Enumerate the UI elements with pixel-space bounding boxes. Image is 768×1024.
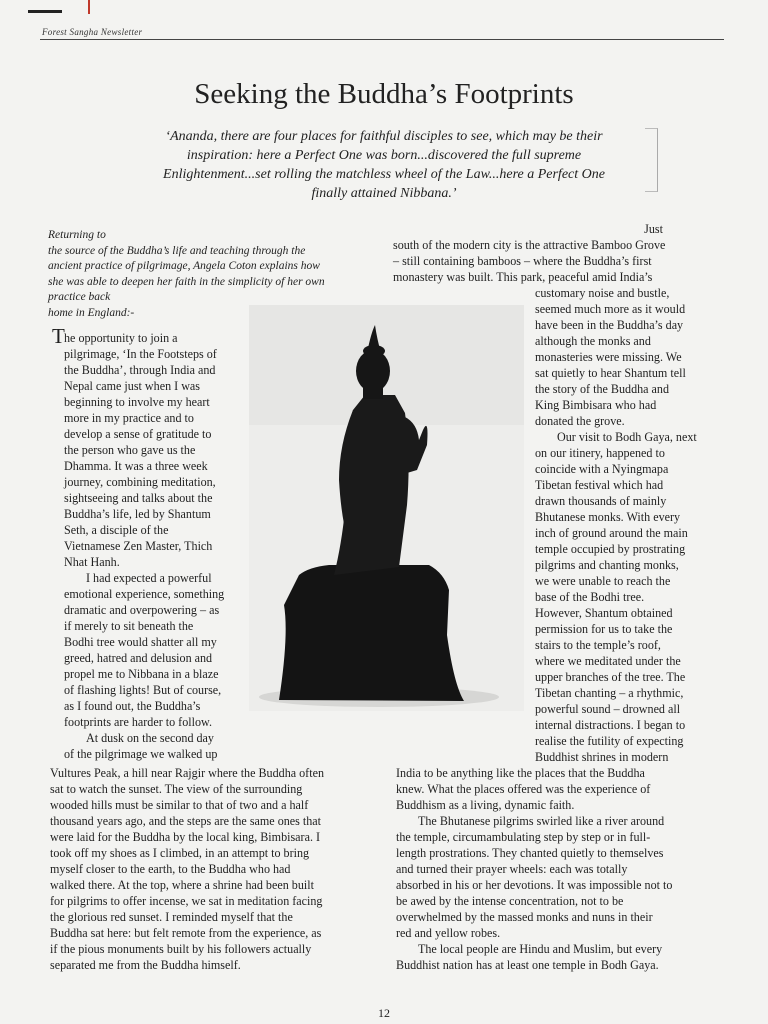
- column-2-narrow: [535, 285, 715, 765]
- text-line: realise the futility of expecting: [535, 734, 684, 748]
- text-line: beginning to involve my heart: [64, 395, 210, 409]
- text-line: Nhat Hanh.: [64, 555, 120, 569]
- text-line: on our itinery, happened to: [535, 446, 665, 460]
- text-line: ancient practice of pilgrimage, Angela Coton explains how: [48, 260, 320, 272]
- text-line: However, Shantum obtained: [535, 606, 673, 620]
- text-line: wooded hills must be similar to that of two and a half: [50, 798, 309, 812]
- text-line: donated the grove.: [535, 414, 625, 428]
- text-line: develop a sense of gratitude to: [64, 427, 212, 441]
- text-line: more in my practice and to: [64, 411, 194, 425]
- text-line: Buddhism as a living, dynamic faith.: [396, 798, 575, 812]
- text-line: Our visit to Bodh Gaya, next: [557, 430, 697, 444]
- text-line: temple occupied by prostrating: [535, 542, 686, 556]
- text-line: dramatic and overpowering – as: [64, 603, 220, 617]
- text-line: powerful sound – drowned all: [535, 702, 681, 716]
- text-line: thousand years ago, and the steps are the same ones that: [50, 814, 322, 828]
- text-line: the story of the Buddha and: [535, 382, 670, 396]
- text-line: Vultures Peak, a hill near Rajgir where the Buddha often: [50, 766, 324, 780]
- column-2-wide: [396, 765, 726, 973]
- text-line: upper branches of the tree. The: [535, 670, 686, 684]
- text-line: seemed much more as it would: [535, 302, 686, 316]
- text-line: King Bimbisara who had: [535, 398, 657, 412]
- text-line: internal distractions. I began to: [535, 718, 686, 732]
- text-line: Tibetan festival which had: [535, 478, 664, 492]
- text-line: south of the modern city is the attractive Bamboo Grove: [393, 238, 666, 252]
- buddha-statue-photo: [249, 305, 524, 711]
- text-line: Vietnamese Zen Master, Thich: [64, 539, 213, 553]
- text-line: knew. What the places offered was the experience of: [396, 782, 651, 796]
- text-line: overwhelmed by the massed monks and nuns in their: [396, 910, 653, 924]
- text-line: pilgrims and chanting monks,: [535, 558, 679, 572]
- red-pen-mark: [88, 0, 90, 14]
- text-line: be awed by the intense concentration, not to be: [396, 894, 624, 908]
- text-line: he opportunity to join a: [64, 331, 178, 345]
- text-line: The local people are Hindu and Muslim, but every: [418, 942, 663, 956]
- text-line: walked there. At the top, where a shrine had been built: [50, 878, 314, 892]
- text-line: customary noise and bustle,: [535, 286, 670, 300]
- text-line: Nepal came just when I was: [64, 379, 201, 393]
- text-line: base of the Bodhi tree.: [535, 590, 645, 604]
- epigraph-quote: ‘Ananda, there are four places for faithful disciples to see, which may be their inspiration: here a Perfect One was born...discovered the full supreme Enlightenment...set rolling the matchless wheel of the Law...here a Perfect One finally attained Nibbana.’: [163, 129, 605, 201]
- newsletter-header: Forest Sangha Newsletter: [42, 27, 143, 37]
- text-line: were laid for the Buddha by the local king, Bimbisara. I: [50, 830, 321, 844]
- text-line: sightseeing and talks about the: [64, 491, 213, 505]
- column-2-top: [393, 221, 693, 285]
- text-line: Bodhi tree would shatter all my: [64, 635, 217, 649]
- text-line: monasteries were missing. We: [535, 350, 682, 364]
- column-1-wide: [50, 765, 380, 973]
- text-line: India to be anything like the places that the Buddha: [396, 766, 645, 780]
- text-line: emotional experience, something: [64, 587, 225, 601]
- text-line: Just: [644, 222, 663, 236]
- article-title: Seeking the Buddha’s Footprints: [194, 78, 574, 110]
- text-line: Buddhist shrines in modern: [535, 750, 669, 764]
- margin-bracket: [645, 128, 658, 192]
- text-line: Dhamma. It was a three week: [64, 459, 208, 473]
- text-line: coincide with a Nyingmapa: [535, 462, 669, 476]
- text-line: practice back: [48, 291, 111, 303]
- text-line: the person who gave us the: [64, 443, 196, 457]
- text-line: sat to watch the sunset. The view of the surrounding: [50, 782, 303, 796]
- text-line: the source of the Buddha’s life and teaching through the: [48, 244, 306, 257]
- text-line: monastery was built. This park, peaceful amid India’s: [393, 270, 653, 284]
- text-line: Tibetan chanting – a rhythmic,: [535, 686, 684, 700]
- text-line: as I found out, the Buddha’s: [64, 699, 201, 713]
- text-line: the temple, circumambulating step by step or in full-: [396, 830, 651, 844]
- text-line: stairs to the temple’s roof,: [535, 638, 661, 652]
- text-line: if merely to sit beneath the: [64, 619, 194, 633]
- text-line: Seth, a disciple of the: [64, 523, 169, 537]
- text-line: took off my shoes as I climbed, in an attempt to bring: [50, 846, 310, 860]
- text-line: the Buddha’, through India and: [64, 363, 216, 377]
- text-line: if the pious monuments built by his followers actually: [50, 942, 312, 956]
- text-line: although the monks and: [535, 334, 651, 348]
- text-line: footprints are harder to follow.: [64, 715, 212, 729]
- text-line: propel me to Nibbana in a blaze: [64, 667, 219, 681]
- text-line: greed, hatred and delusion and: [64, 651, 213, 665]
- text-line: sat quietly to hear Shantum tell: [535, 366, 686, 380]
- text-line: red and yellow robes.: [396, 926, 501, 940]
- corner-mark: [28, 10, 62, 13]
- text-line: drawn thousands of mainly: [535, 494, 667, 508]
- text-line: she was able to deepen her faith in the simplicity of her own: [48, 275, 325, 288]
- text-line: of flashing lights! But of course,: [64, 683, 222, 697]
- column-1-narrow: [64, 330, 244, 762]
- text-line: Buddhist nation has at least one temple in Bodh Gaya.: [396, 958, 659, 972]
- text-line: I had expected a powerful: [86, 571, 212, 585]
- page-number: 12: [378, 1006, 390, 1020]
- buddha-silhouette-graphic: [249, 305, 524, 711]
- text-line: Returning to: [48, 229, 106, 241]
- drop-cap: T: [52, 324, 65, 348]
- text-line: myself closer to the earth, to the Buddha who had: [50, 862, 291, 876]
- text-line: length prostrations. They chanted quietly to themselves: [396, 846, 664, 860]
- text-line: absorbed in his or her devotions. It was impossible not to: [396, 878, 673, 892]
- text-line: Buddha’s life, led by Shantum: [64, 507, 211, 521]
- text-line: journey, combining meditation,: [64, 475, 216, 489]
- text-line: inch of ground around the main: [535, 526, 688, 540]
- text-line: permission for us to take the: [535, 622, 673, 636]
- text-line: home in England:-: [48, 306, 135, 319]
- text-line: – still containing bamboos – where the Buddha’s first: [393, 254, 652, 268]
- text-line: pilgrimage, ‘In the Footsteps of: [64, 347, 217, 361]
- text-line: where we meditated under the: [535, 654, 681, 668]
- text-line: The Bhutanese pilgrims swirled like a river around: [418, 814, 665, 828]
- text-line: At dusk on the second day: [86, 731, 214, 745]
- text-line: and turned their prayer wheels: each was totally: [396, 862, 628, 876]
- text-line: have been in the Buddha’s day: [535, 318, 684, 332]
- text-line: Bhutanese monks. With every: [535, 510, 681, 524]
- text-line: for pilgrims to offer incense, we sat in meditation facing: [50, 894, 323, 908]
- header-rule: [40, 39, 724, 40]
- text-line: the glorious red sunset. I reminded myself that the: [50, 910, 293, 924]
- text-line: Buddha sat here: but felt remote from the experience, as: [50, 926, 322, 940]
- text-line: of the pilgrimage we walked up: [64, 747, 218, 761]
- text-line: we were unable to reach the: [535, 574, 671, 588]
- text-line: separated me from the Buddha himself.: [50, 958, 241, 972]
